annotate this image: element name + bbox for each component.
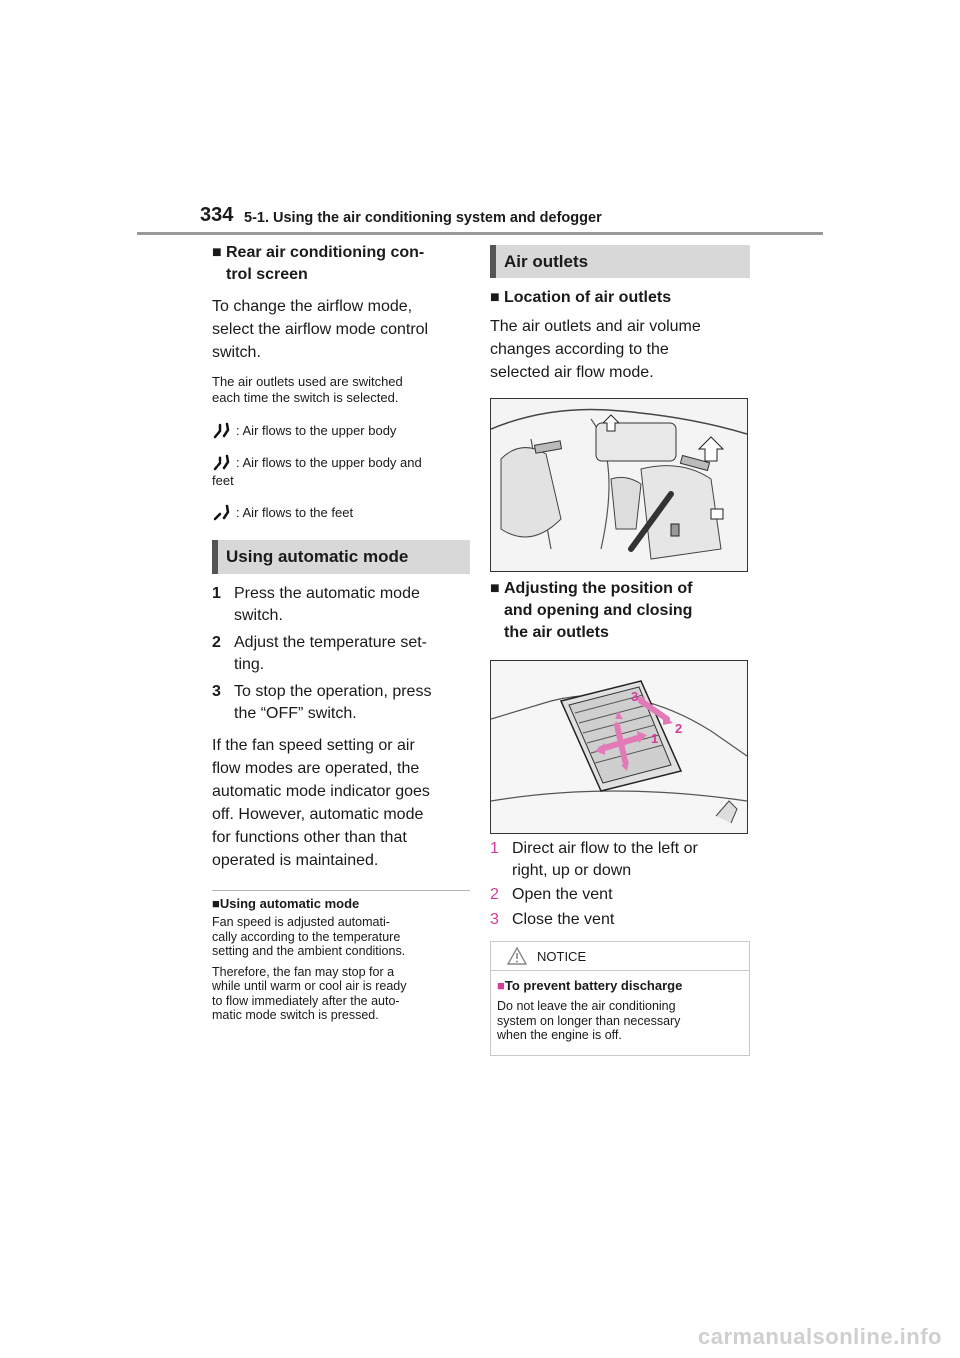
airflow-upper-body-icon xyxy=(212,422,234,440)
cabin-air-outlets-figure xyxy=(490,398,748,572)
watermark: carmanualsonline.info xyxy=(698,1324,942,1349)
airflow-note-paragraph: The air outlets used are switched each time the switch is selected. xyxy=(212,374,403,405)
step-item: 1 Press the automatic mode switch. xyxy=(212,585,420,624)
step-item: 2 Open the vent xyxy=(490,886,613,903)
section-title: 5-1. Using the air conditioning system and defogger xyxy=(244,210,602,226)
step-item: 2 Adjust the temperature set- ting. xyxy=(212,634,427,673)
notice-title: NOTICE xyxy=(537,948,587,964)
page-number: 334 xyxy=(200,204,234,226)
warning-triangle-icon xyxy=(507,947,527,965)
step-item: 1 Direct air flow to the left or right, up or down xyxy=(490,840,698,879)
rear-ac-heading: ■ Rear air conditioning con- trol screen xyxy=(212,244,425,283)
notice-box xyxy=(490,941,750,1056)
square-bullet-icon: ■ xyxy=(212,896,220,911)
square-bullet-icon: ■ xyxy=(212,244,222,261)
icon-item-upper-body-feet: : Air flows to the upper body and feet xyxy=(212,455,422,488)
notice-heading: ■To prevent battery discharge xyxy=(497,978,683,993)
note-divider xyxy=(212,890,470,891)
airflow-upper-body-feet-icon xyxy=(212,454,234,472)
adjust-heading: ■ Adjusting the position of and opening and closing the air outlets xyxy=(490,580,693,641)
square-bullet-icon: ■ xyxy=(490,289,500,306)
auto-mode-heading: Using automatic mode xyxy=(212,540,470,574)
step-item: 3 Close the vent xyxy=(490,911,615,928)
header-divider xyxy=(137,232,823,235)
airflow-feet-icon xyxy=(212,504,234,522)
square-bullet-icon: ■ xyxy=(497,978,505,993)
location-heading: ■ Location of air outlets xyxy=(490,287,750,309)
vent-steps xyxy=(490,838,750,931)
vent-adjust-figure xyxy=(490,660,748,834)
note-paragraph-2: Therefore, the fan may stop for a while until warm or cool air is ready to flow immediately after the auto- matic mode switch is pressed. xyxy=(212,964,407,1022)
icon-item-feet: : Air flows to the feet xyxy=(212,504,470,522)
figure-label-1: 1 xyxy=(651,731,659,746)
airflow-intro-paragraph: To change the airflow mode, select the airflow mode control switch. xyxy=(212,298,429,361)
right-column xyxy=(490,245,750,1056)
location-paragraph: The air outlets and air volume changes according to the selected air flow mode. xyxy=(490,318,701,381)
icon-item-upper-body: : Air flows to the upper body xyxy=(212,422,470,440)
auto-mode-steps xyxy=(212,583,470,725)
notice-header xyxy=(491,942,749,971)
air-outlets-heading: Air outlets xyxy=(490,245,750,278)
square-bullet-icon: ■ xyxy=(490,580,500,597)
auto-mode-paragraph: If the fan speed setting or air flow modes are operated, the automatic mode indicator goes off. However, automatic mode for functions other than that operated is maintained. xyxy=(212,737,430,869)
note-paragraph-1: Fan speed is adjusted automati- cally according to the temperature setting and the ambient conditions. xyxy=(212,915,406,958)
notice-text: Do not leave the air conditioning system on longer than necessary when the engine is off. xyxy=(497,999,681,1042)
note-heading: ■Using automatic mode xyxy=(212,896,360,911)
figure-label-3: 3 xyxy=(631,689,639,704)
step-item: 3 To stop the operation, press the “OFF” switch. xyxy=(212,683,432,722)
figure-label-2: 2 xyxy=(675,721,683,736)
left-column xyxy=(212,242,470,1023)
